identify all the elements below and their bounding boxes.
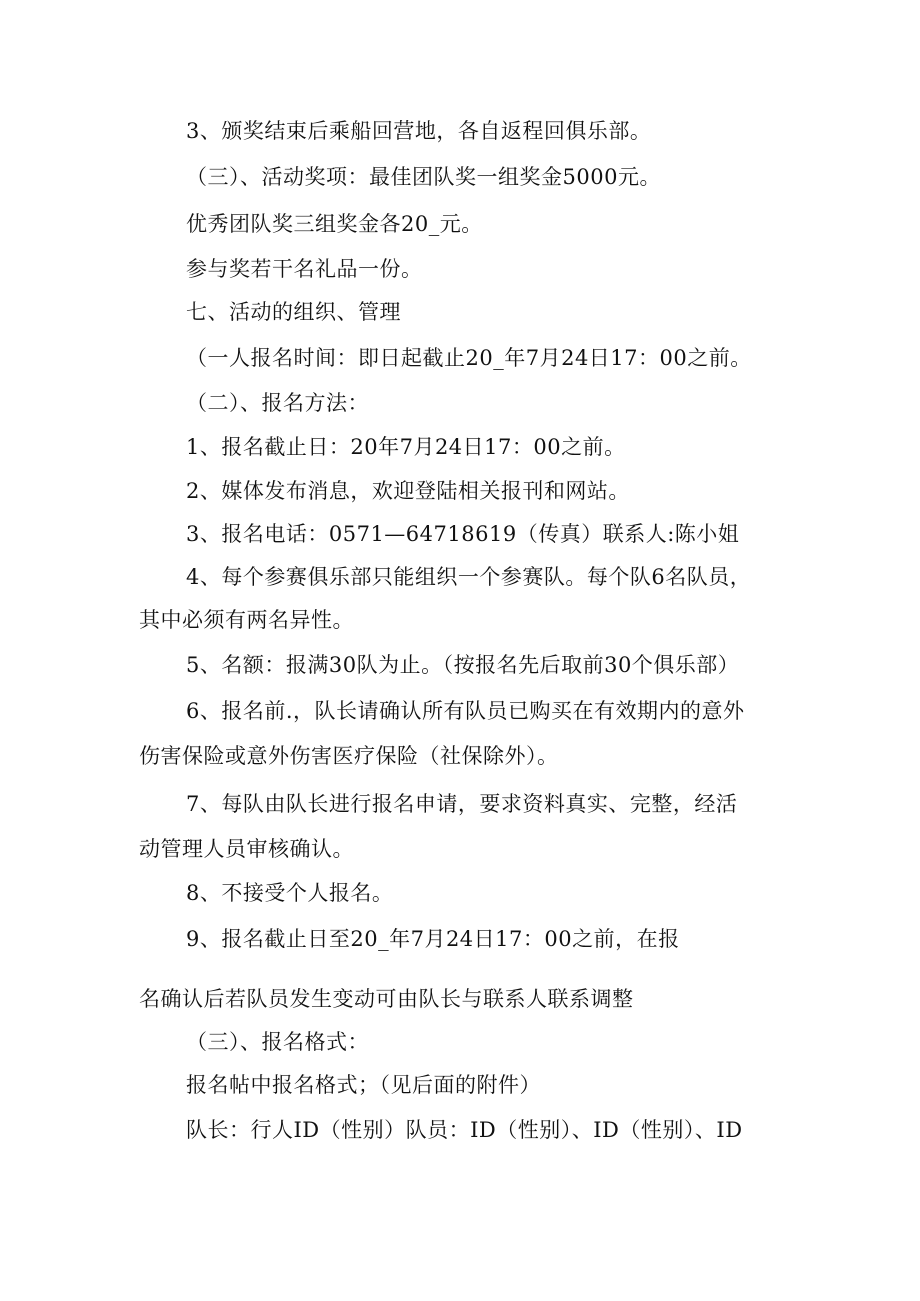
text-line: 3、报名电话：0571—64718619（传真）联系人:陈小姐 [186,522,740,546]
text-line: 3、颁奖结束后乘船回营地，各自返程回俱乐部。 [186,119,652,143]
text-line: 1、报名截止日：20年7月24日17：00之前。 [186,435,626,459]
text-line: 5、名额：报满30队为止。（按报名先后取前30个俱乐部） [186,653,740,677]
text-line: 2、媒体发布消息，欢迎登陆相关报刊和网站。 [186,479,630,503]
text-line: 4、每个参赛俱乐部只能组织一个参赛队。每个队6名队员， [186,565,752,589]
text-line: （一人报名时间：即日起截止20_年7月24日17：00之前。 [186,346,752,370]
text-line: 优秀团队奖三组奖金各20_元。 [186,212,483,236]
text-line: 动管理人员审核确认。 [139,837,354,861]
text-line: 7、每队由队长进行报名申请，要求资料真实、完整，经活 [186,792,738,816]
text-line: 参与奖若干名礼品一份。 [186,257,423,281]
text-line: （二）、报名方法： [186,391,369,415]
text-line: 其中必须有两名异性。 [139,608,354,632]
section-heading: 七、活动的组织、管理 [186,300,401,324]
text-line: （三）、活动奖项：最佳团队奖一组奖金5000元。 [186,165,661,189]
text-line: 8、不接受个人报名。 [186,881,394,905]
text-line: 9、报名截止日至20_年7月24日17：00之前，在报 [186,927,680,951]
text-line: （三）、报名格式： [186,1030,369,1054]
text-line: 名确认后若队员发生变动可由队长与联系人联系调整 [139,987,634,1011]
text-line: 报名帖中报名格式；（见后面的附件） [186,1073,541,1097]
text-line: 队长：行人ID（性别）队员：ID（性别）、ID（性别）、ID [186,1118,743,1142]
text-line: 伤害保险或意外伤害医疗保险（社保除外）。 [139,744,559,768]
text-line: 6、报名前.，队长请确认所有队员已购买在有效期内的意外 [186,699,745,723]
